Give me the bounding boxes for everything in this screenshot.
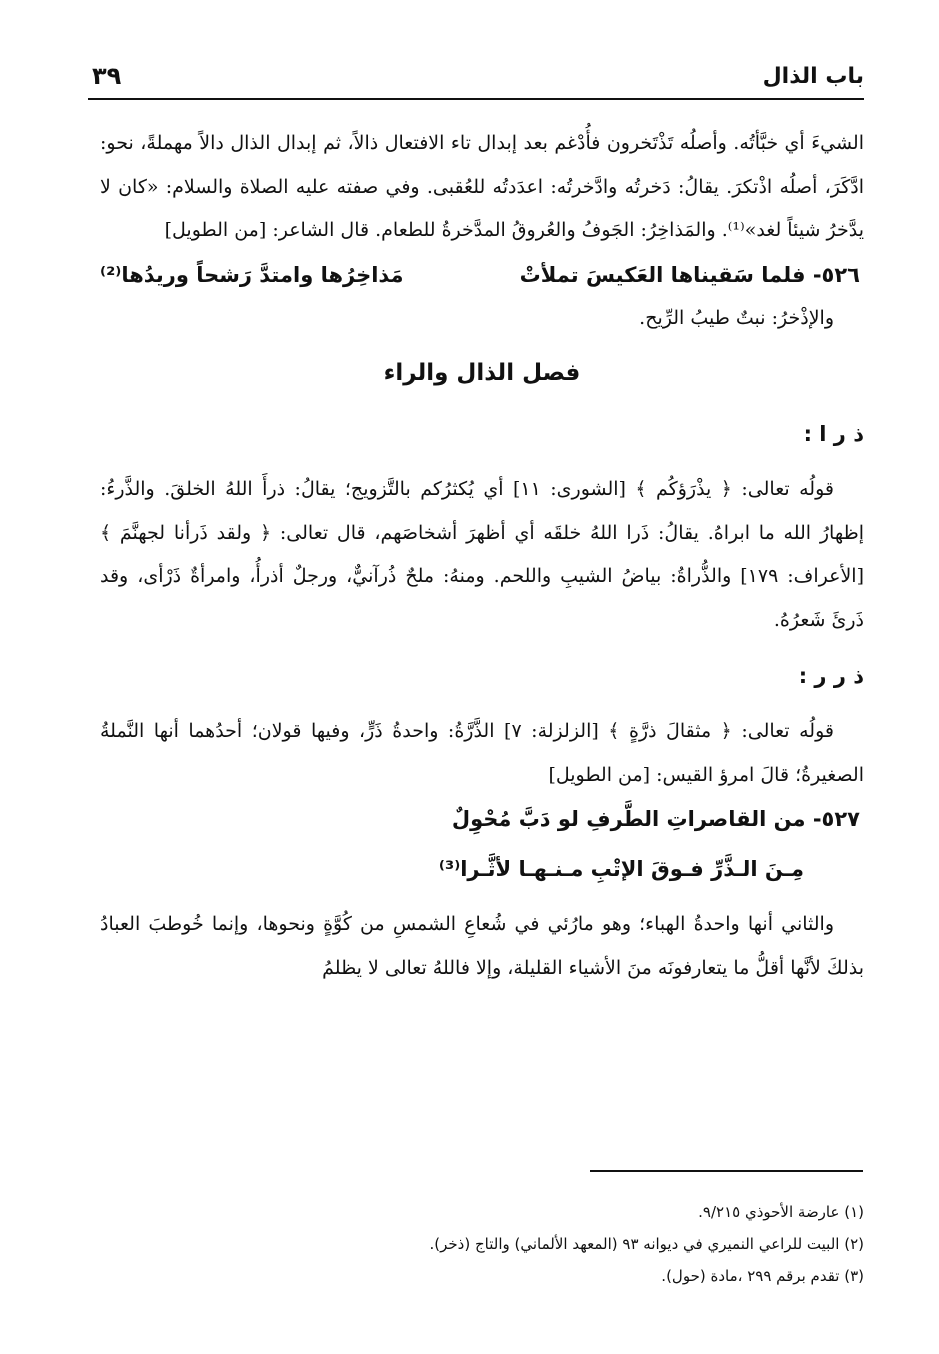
chapter-title: باب الذال xyxy=(762,64,864,89)
paragraph-dhara: قولُه تعالى: ﴿ يذْرَؤكُم ﴾ [الشورى: ١١] أي يُكثرُكم بالتَّزويج؛ يقالُ: ذرأَ اللهُ الخلقَ. والذَّرءُ: إظهارُ الله ما ابراهُ. يقالُ: ذَرا اللهُ خلقَه أي أظهرَ أشخاصَهم، قال تعالى: ﴿ ولقد ذَرأنا لجهنَّمَ ﴾ [الأعراف: ١٧٩] والذُّراةُ: بياضُ الشيبِ واللحم. ومنهُ: ملحٌ ذُرآنيٌّ، ورجلٌ أذرأُ، وامرأةٌ ذَرْأى، وقد ذَرئَ شَعرُهُ. xyxy=(100,478,864,631)
footnote-divider xyxy=(590,1170,863,1172)
entry-heading-dhara: ذ ر ا : xyxy=(803,422,864,446)
footnote-2: (٢) البيت للراعي النميري في ديوانه ٩٣ (المعهد الألماني) والتاج (ذخر). xyxy=(429,1235,864,1253)
footnote-1: (١) عارضة الأحوذي ٩/٢١٥. xyxy=(698,1203,864,1221)
page-header xyxy=(88,58,864,100)
paragraph-dhakhr: الشيءَ أي خبَّأتُه. وأصلُه تَذْتَخرون فأُدْغم بعد إبدال تاء الافتعال ذالاً، ثم إبدال الذال دالاً مهملةً، نحو: ادَّكَرَ، أصلُه اذْتكرَ. يقالُ: دَخرتُه وادَّخرتُه: اعدَدتُه للعُقبى. وفي صفته عليه الصلاة والسلام: «كان لا يدَّخرُ شيئاً لغد»⁽¹⁾. والمَذاخِرُ: الجَوفُ والعُروقُ المدَّخرةُ للطعام. قال الشاعر: [من الطويل] xyxy=(100,132,864,241)
page-number: ٣٩ xyxy=(92,62,122,90)
footnote-3: (٣) تقدم برقم ٢٩٩ ،مادة (حول). xyxy=(661,1267,864,1285)
verse-526-first-hemistich: ٥٢٦- فلما سَقيناها العَكيسَ تملأتْ xyxy=(519,262,860,287)
paragraph-idhkhir: والإذْخرُ: نبتٌ طيبُ الرِّيح. xyxy=(639,306,834,329)
verse-527-second-hemistich: مِـنَ الـذَّرِّ فـوقَ الإتْبِ مـنـهـا لأثَّـرا⁽³⁾ xyxy=(438,857,804,881)
verse-526 xyxy=(100,253,864,297)
page-body xyxy=(100,122,864,990)
section-title: فصل الذال والراء xyxy=(383,360,581,386)
paragraph-dharr: قولُه تعالى: ﴿ مثقالَ ذرَّةٍ ﴾ [الزلزلة: ٧] الذَّرَّةُ: واحدةُ ذَرٍّ، وفيها قولان؛ أحدُهما أنها النَّملةُ الصغيرةُ؛ قالَ امرؤ القيس: [من الطويل] xyxy=(100,720,864,786)
paragraph-haba: والثاني أنها واحدةُ الهباء؛ وهو مارُئي في شُعاعِ الشمسِ من كُوَّةٍ ونحوها، وإنما خُوطبَ العبادُ بذلكَ لأنَّها أقلُّ ما يتعارفونَه منَ الأشياء القليلة، وإلا فاللهُ تعالى لا يظلمُ xyxy=(100,913,864,979)
footnotes xyxy=(300,1196,864,1292)
entry-heading-dharr: ذ ر ر : xyxy=(798,664,864,688)
verse-527-first-hemistich: ٥٢٧- من القاصراتِ الطَّرفِ لو دَبَّ مُحْوِلٌ xyxy=(451,807,860,831)
verse-526-second-hemistich: مَذاخِرُها وامتدَّ رَشحاً وريدُها⁽²⁾ xyxy=(100,262,404,287)
